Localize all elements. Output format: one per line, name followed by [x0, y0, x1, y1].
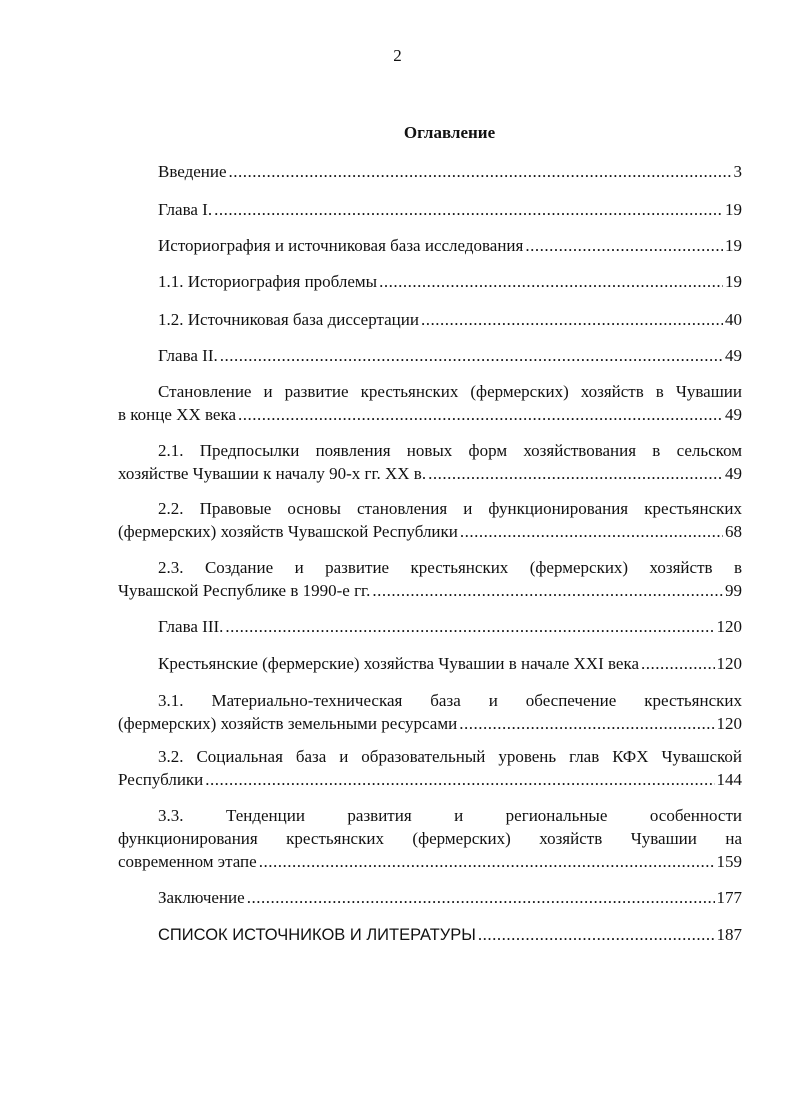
toc-entry-label: Историография и источниковая база исследования [158, 236, 524, 255]
toc-entry-conclusion[interactable] [118, 886, 742, 909]
toc-entry-1-2[interactable] [118, 308, 742, 331]
toc-entry-label: 3.2. Социальная база и образовательный уровень глав КФХ Чувашской [158, 747, 742, 766]
toc-entry-label: Заключение [158, 888, 245, 907]
toc-entry-chapter-1-title[interactable] [118, 234, 742, 257]
toc-entry-label-cont: (фермерских) хозяйств земельными ресурсами [118, 714, 458, 733]
toc-entry-1-1[interactable] [118, 270, 742, 293]
page-number: 2 [393, 46, 402, 65]
dot-leader [205, 768, 714, 791]
dot-leader [460, 520, 723, 543]
toc-entry-page: 3 [733, 162, 742, 181]
toc-entry-bibliography[interactable] [118, 923, 742, 947]
toc-entry-label-cont: Чувашской Республике в 1990-е гг. [118, 581, 371, 600]
toc-entry-page: 120 [716, 654, 742, 673]
dot-leader [641, 652, 714, 675]
dot-leader [247, 886, 715, 909]
dot-leader [459, 712, 714, 735]
toc-entry-label: 1.1. Историография проблемы [158, 272, 378, 291]
dot-leader [259, 850, 715, 873]
toc-entry-label: Крестьянские (фермерские) хозяйства Чувашии в начале XXI века [158, 654, 640, 673]
dot-leader [525, 234, 723, 257]
dot-leader [372, 579, 723, 602]
toc-entry-2-3[interactable] [118, 556, 742, 602]
toc-entry-label-cont: Республики [118, 770, 204, 789]
toc-entry-label: 2.3. Создание и развитие крестьянских (фермерских) хозяйств в [158, 558, 742, 577]
toc-entry-chapter-2-title[interactable] [118, 380, 742, 426]
toc-entry-label: Введение [158, 162, 227, 181]
toc-entry-3-3[interactable] [118, 804, 742, 873]
toc-entry-label: Глава III. [158, 617, 224, 636]
toc-entry-label: Глава I. [158, 200, 213, 219]
toc-entry-2-2[interactable] [118, 497, 742, 543]
toc-entry-page: 40 [725, 310, 742, 329]
dot-leader [379, 270, 723, 293]
toc-entry-label: 3.3. Тенденции развития и региональные особенности [158, 806, 742, 825]
toc-entry-page: 49 [725, 346, 742, 365]
toc-entry-page: 49 [725, 464, 742, 483]
dot-leader [220, 344, 723, 367]
toc-entry-page: 49 [725, 405, 742, 424]
toc-entry-page: 120 [716, 714, 742, 733]
toc-entry-label: Становление и развитие крестьянских (фермерских) хозяйств в Чувашии [158, 382, 742, 401]
toc-entry-page: 187 [716, 925, 742, 944]
toc-entry-page: 99 [725, 581, 742, 600]
toc-entry-chapter-2[interactable] [118, 344, 742, 367]
toc-entry-page: 68 [725, 522, 742, 541]
dot-leader [421, 308, 723, 331]
toc-entry-2-1[interactable] [118, 439, 742, 485]
toc-entry-page: 159 [716, 852, 742, 871]
dot-leader [428, 462, 723, 485]
toc-entry-label-cont: в конце XX века [118, 405, 236, 424]
toc-entry-page: 144 [716, 770, 742, 789]
toc-entry-label: 3.1. Материально-техническая база и обеспечение крестьянских [158, 691, 742, 710]
toc-entry-chapter-3-title[interactable] [118, 652, 742, 675]
toc-entry-chapter-1[interactable] [118, 198, 742, 221]
dot-leader [229, 160, 732, 183]
toc-entry-page: 19 [725, 236, 742, 255]
toc-entry-3-2[interactable] [118, 745, 742, 791]
toc-entry-label-cont: хозяйстве Чувашии к началу 90-х гг. XX в. [118, 464, 427, 483]
toc-entry-label-cont: (фермерских) хозяйств Чувашской Республики [118, 522, 458, 541]
toc-title: Оглавление [403, 123, 496, 142]
toc-entry-label: СПИСОК ИСТОЧНИКОВ И ЛИТЕРАТУРЫ [158, 926, 476, 944]
toc-entry-page: 177 [716, 888, 742, 907]
toc-entry-label-cont: функционирования крестьянских (фермерских) хозяйств Чувашии на [118, 829, 742, 848]
dot-leader [238, 403, 723, 426]
toc-entry-label: Глава II. [158, 346, 218, 365]
toc-entry-label-cont: современном этапе [118, 852, 257, 871]
dot-leader [478, 923, 715, 946]
dot-leader [214, 198, 723, 221]
toc-entry-label: 1.2. Источниковая база диссертации [158, 310, 419, 329]
toc-entry-page: 19 [725, 200, 742, 219]
toc-entry-introduction[interactable] [118, 160, 742, 183]
toc-entry-label: 2.1. Предпосылки появления новых форм хозяйствования в сельском [158, 441, 742, 460]
toc-entry-label: 2.2. Правовые основы становления и функционирования крестьянских [158, 499, 742, 518]
toc-entry-page: 120 [716, 617, 742, 636]
dot-leader [225, 615, 714, 638]
toc-entry-3-1[interactable] [118, 689, 742, 735]
toc-entry-page: 19 [725, 272, 742, 291]
toc-entry-chapter-3[interactable] [118, 615, 742, 638]
